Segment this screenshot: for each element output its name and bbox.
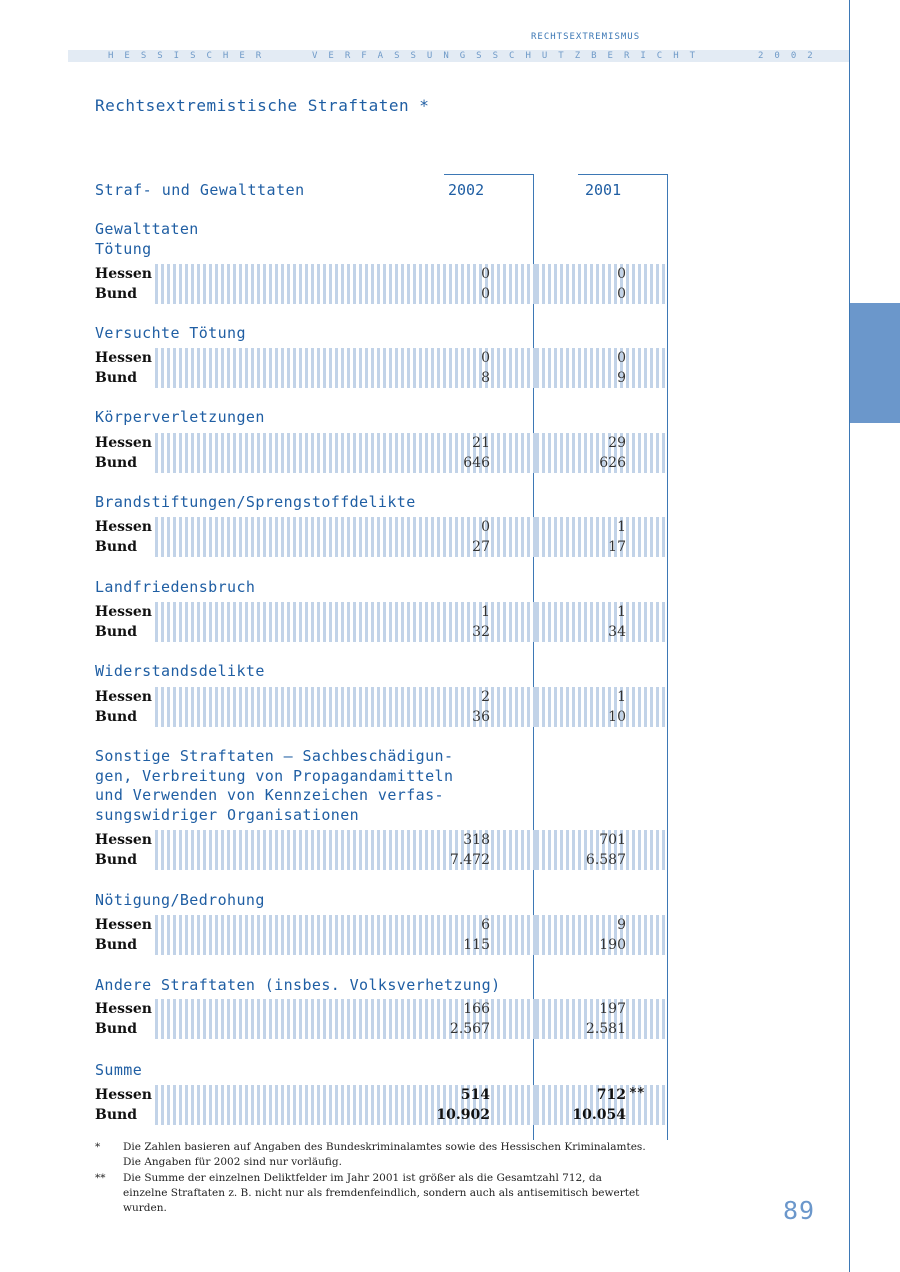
section-title: Körperverletzungen — [95, 408, 265, 426]
value-2002: 6 — [481, 917, 490, 933]
value-2002: 514 — [460, 1087, 490, 1103]
table-row-bund — [95, 850, 669, 870]
row-label: Hessen — [95, 832, 152, 848]
row-label: Hessen — [95, 1087, 152, 1103]
value-2001: 626 — [599, 455, 626, 471]
table-row-bund — [95, 537, 669, 557]
running-head: RECHTSEXTREMISMUS — [531, 32, 641, 42]
value-2001: 190 — [599, 937, 626, 953]
value-2002: 7.472 — [449, 852, 490, 868]
header-band-part1: HESSISCHER — [108, 51, 273, 61]
value-2002: 318 — [463, 832, 490, 848]
row-label: Hessen — [95, 266, 152, 282]
value-2002: 36 — [472, 709, 490, 725]
row-label: Hessen — [95, 689, 152, 705]
table-row-hessen — [95, 348, 669, 368]
section-title: Widerstandsdelikte — [95, 662, 265, 680]
section-title: Brandstiftungen/Sprengstoffdelikte — [95, 493, 416, 511]
value-2001: 17 — [608, 539, 626, 555]
section-title: Landfriedensbruch — [95, 578, 256, 596]
header-band-part2: VERFASSUNGSSCHUTZBERICHT — [312, 51, 707, 61]
value-2001: 9 — [617, 370, 626, 386]
section-title: Andere Straftaten (insbes. Volksverhetzung) — [95, 976, 501, 994]
sum-footnote-marker: ** — [629, 1086, 645, 1101]
row-label: Hessen — [95, 917, 152, 933]
row-label: Hessen — [95, 604, 152, 620]
value-2001: 2.581 — [585, 1021, 626, 1037]
value-2002: 2 — [481, 689, 490, 705]
value-2001: 9 — [617, 917, 626, 933]
section-title: Summe — [95, 1061, 143, 1079]
row-label: Bund — [95, 539, 137, 555]
value-2001: 1 — [617, 519, 626, 535]
value-2001: 0 — [617, 266, 626, 282]
value-2001: 197 — [599, 1001, 626, 1017]
table-row-bund — [95, 453, 669, 473]
row-label: Bund — [95, 937, 137, 953]
value-2002: 2.567 — [449, 1021, 490, 1037]
header-band — [68, 50, 850, 62]
column-rule-top-2001 — [578, 174, 668, 175]
table-row-bund — [95, 1105, 669, 1125]
table-row-hessen — [95, 1085, 669, 1105]
page-title: Rechtsextremistische Straftaten * — [95, 96, 430, 115]
table-row-hessen — [95, 517, 669, 537]
value-2001: 1 — [617, 604, 626, 620]
value-2002: 10.902 — [436, 1107, 490, 1123]
footnote-1-marker: * — [95, 1141, 101, 1153]
table-row-hessen — [95, 999, 669, 1019]
table-row-hessen — [95, 264, 669, 284]
table-row-bund — [95, 935, 669, 955]
value-2001: 712 — [596, 1087, 626, 1103]
column-right-border — [667, 174, 668, 1140]
value-2002: 27 — [472, 539, 490, 555]
value-2001: 10.054 — [572, 1107, 626, 1123]
table-heading: Straf- und Gewalttaten — [95, 181, 305, 199]
row-label: Bund — [95, 1107, 137, 1123]
table-row-hessen — [95, 687, 669, 707]
table-row-hessen — [95, 830, 669, 850]
footnote-2-marker: ** — [95, 1172, 106, 1184]
value-2001: 29 — [608, 435, 626, 451]
section-title: Sonstige Straftaten – Sachbeschädigun- gen, Verbreitung von Propagandamitteln und Verwenden von Kennzeichen verfas- sungswidriger Organisationen — [95, 747, 454, 824]
table-row-bund — [95, 1019, 669, 1039]
right-margin-rule — [849, 0, 850, 1272]
row-label: Bund — [95, 1021, 137, 1037]
page-number: 89 — [783, 1196, 816, 1225]
value-2002: 0 — [481, 519, 490, 535]
value-2002: 166 — [463, 1001, 490, 1017]
footnote-1-text: Die Zahlen basieren auf Angaben des Bundeskriminalamtes sowie des Hessischen Kriminalamtes. Die Angaben für 2002 sind nur vorläufig. — [123, 1141, 646, 1168]
year-2001-header: 2001 — [585, 181, 622, 199]
value-2002: 0 — [481, 266, 490, 282]
value-2002: 115 — [463, 937, 490, 953]
value-2001: 34 — [608, 624, 626, 640]
year-2002-header: 2002 — [448, 181, 485, 199]
column-rule-top-2002 — [444, 174, 534, 175]
value-2001: 1 — [617, 689, 626, 705]
section-title: Nötigung/Bedrohung — [95, 891, 265, 909]
row-label: Hessen — [95, 435, 152, 451]
row-label: Bund — [95, 455, 137, 471]
row-label: Hessen — [95, 519, 152, 535]
table-row-bund — [95, 622, 669, 642]
value-2001: 0 — [617, 350, 626, 366]
chapter-tab — [850, 303, 900, 423]
value-2001: 0 — [617, 286, 626, 302]
table-row-bund — [95, 707, 669, 727]
row-label: Bund — [95, 370, 137, 386]
table-row-hessen — [95, 915, 669, 935]
table-row-bund — [95, 368, 669, 388]
row-label: Bund — [95, 624, 137, 640]
row-label: Bund — [95, 709, 137, 725]
header-band-year: 2002 — [758, 51, 824, 61]
value-2002: 1 — [481, 604, 490, 620]
row-label: Bund — [95, 852, 137, 868]
table-row-bund — [95, 284, 669, 304]
value-2001: 10 — [608, 709, 626, 725]
value-2002: 21 — [472, 435, 490, 451]
value-2002: 32 — [472, 624, 490, 640]
row-label: Hessen — [95, 350, 152, 366]
section-title: Gewalttaten Tötung — [95, 220, 199, 258]
value-2002: 646 — [463, 455, 490, 471]
value-2002: 0 — [481, 350, 490, 366]
value-2001: 701 — [599, 832, 626, 848]
value-2002: 0 — [481, 286, 490, 302]
table-row-hessen — [95, 602, 669, 622]
table-row-hessen — [95, 433, 669, 453]
value-2001: 6.587 — [585, 852, 626, 868]
footnote-2-text: Die Summe der einzelnen Deliktfelder im Jahr 2001 ist größer als die Gesamtzahl 712, da einzelne Straftaten z. B. nicht nur als fremdenfeindlich, sondern auch als antisemitisch bewertet wurden. — [123, 1172, 640, 1214]
section-title: Versuchte Tötung — [95, 324, 246, 342]
value-2002: 8 — [481, 370, 490, 386]
row-label: Hessen — [95, 1001, 152, 1017]
row-label: Bund — [95, 286, 137, 302]
column-divider — [533, 174, 534, 1140]
